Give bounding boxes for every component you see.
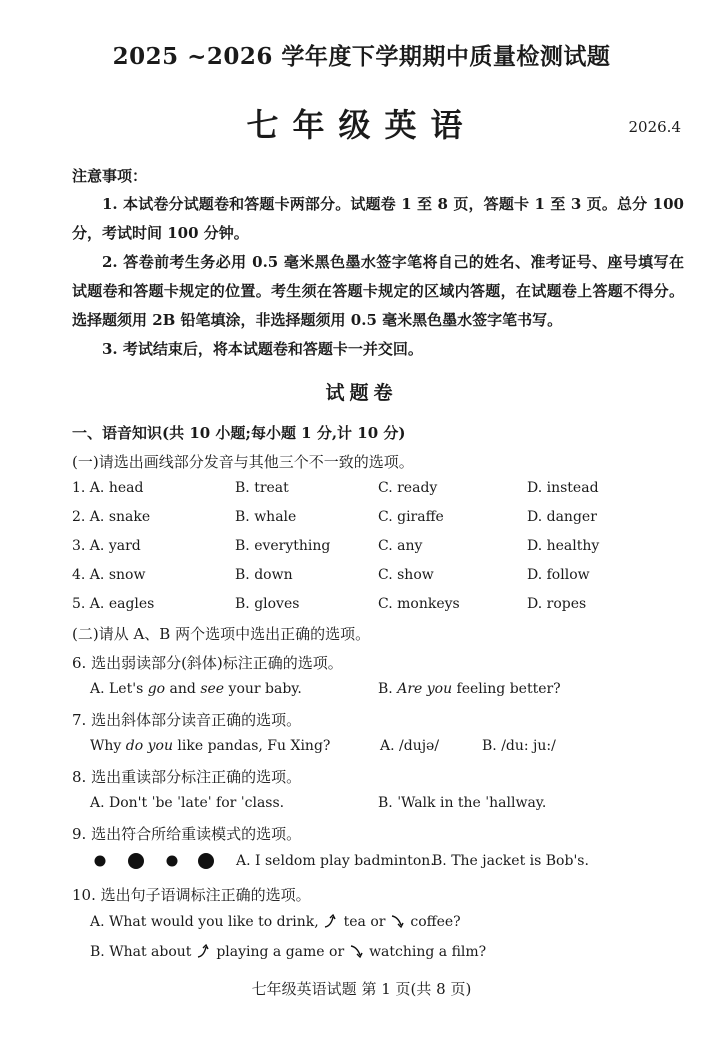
notice-heading: 注意事项： bbox=[72, 167, 148, 185]
option: C. any bbox=[378, 538, 423, 554]
exam-title: 2025 ~2026 学年度下学期期中质量检测试题 bbox=[112, 43, 611, 70]
q7-option-b: B. /du: ju:/ bbox=[482, 738, 556, 754]
option: C. monkeys bbox=[378, 596, 460, 612]
notice-item-2: 2. 答卷前考生务必用 0.5 毫米黑色墨水签字笔将自己的姓名、准考证号、座号填写在试题卷和答题卡规定的位置。考生须在答题卡规定的区域内答题，在试题卷上答题不得分。选择题须用 2B 铅笔填涂，非选择题须用 0.5 毫米黑色墨水签字笔书写。 bbox=[72, 253, 684, 329]
stress-dot-small bbox=[167, 856, 178, 867]
option: B. down bbox=[235, 567, 293, 583]
option: B. treat bbox=[235, 480, 289, 496]
q9-option-a: A. I seldom play badminton. bbox=[236, 853, 435, 869]
question-row-2 bbox=[72, 509, 692, 531]
part1-sub2: (二)请从 A、B 两个选项中选出正确的选项。 bbox=[72, 625, 371, 643]
exam-date: 2026.4 bbox=[628, 118, 681, 136]
q6-option-a: A. Let's go and see your baby. bbox=[90, 681, 302, 697]
stress-pattern-dots bbox=[92, 852, 222, 870]
option: D. follow bbox=[527, 567, 590, 583]
option: C. show bbox=[378, 567, 434, 583]
option: D. instead bbox=[527, 480, 599, 496]
q10-stem: 10. 选出句子语调标注正确的选项。 bbox=[72, 886, 311, 904]
option: C. giraffe bbox=[378, 509, 444, 525]
q7-option-a: A. /dujə/ bbox=[380, 738, 440, 754]
question-row-5 bbox=[72, 596, 692, 618]
notice-item-1: 1. 本试卷分试题卷和答题卡两部分。试题卷 1 至 8 页，答题卡 1 至 3 页。总分 100 分，考试时间 100 分钟。 bbox=[72, 195, 684, 242]
rising-intonation-icon bbox=[323, 913, 339, 929]
stress-dot-large bbox=[128, 853, 144, 869]
falling-intonation-icon bbox=[349, 943, 365, 959]
stress-dot-large bbox=[198, 853, 214, 869]
option: B. everything bbox=[235, 538, 331, 554]
q8-stem: 8. 选出重读部分标注正确的选项。 bbox=[72, 768, 302, 786]
option: 2. A. snake bbox=[72, 509, 151, 525]
option: B. whale bbox=[235, 509, 297, 525]
option: D. healthy bbox=[527, 538, 600, 554]
q9-option-b: B. The jacket is Bob's. bbox=[432, 853, 589, 869]
q10-option-a: A. What would you like to drink, tea or coffee? bbox=[90, 914, 461, 930]
page-footer: 七年级英语试题 第 1 页(共 8 页) bbox=[251, 980, 472, 998]
option: D. ropes bbox=[527, 596, 587, 612]
q6-stem: 6. 选出弱读部分(斜体)标注正确的选项。 bbox=[72, 654, 343, 672]
option: B. gloves bbox=[235, 596, 300, 612]
part1-sub1: (一)请选出画线部分发音与其他三个不一致的选项。 bbox=[72, 453, 414, 471]
notice-item-3: 3. 考试结束后，将本试题卷和答题卡一并交回。 bbox=[102, 340, 423, 358]
option: 5. A. eagles bbox=[72, 596, 155, 612]
q7-stem: 7. 选出斜体部分读音正确的选项。 bbox=[72, 711, 302, 729]
option: 3. A. yard bbox=[72, 538, 141, 554]
option: C. ready bbox=[378, 480, 438, 496]
subject-title: 七年级英语 bbox=[246, 106, 477, 144]
option: 4. A. snow bbox=[72, 567, 146, 583]
question-row-1 bbox=[72, 480, 692, 502]
option: D. danger bbox=[527, 509, 597, 525]
q7-sentence: Why do you like pandas, Fu Xing? bbox=[90, 738, 331, 754]
rising-intonation-icon bbox=[196, 943, 212, 959]
q6-option-b: B. Are you feeling better? bbox=[378, 681, 561, 697]
section-title: 试题卷 bbox=[325, 382, 398, 404]
stress-dot-small bbox=[95, 856, 106, 867]
question-row-4 bbox=[72, 567, 692, 589]
q9-stem: 9. 选出符合所给重读模式的选项。 bbox=[72, 825, 302, 843]
part1-heading: 一、语音知识(共 10 小题;每小题 1 分,计 10 分) bbox=[72, 424, 406, 442]
q8-option-a: A. Don't ˈbe ˈlateˈ for ˈclass. bbox=[90, 795, 285, 811]
falling-intonation-icon bbox=[390, 913, 406, 929]
q10-option-b: B. What about playing a game or watching a film? bbox=[90, 944, 487, 960]
question-row-3 bbox=[72, 538, 692, 560]
option: 1. A. head bbox=[72, 480, 144, 496]
q8-option-b: B. ˈWalk in the ˈhallway. bbox=[378, 795, 547, 811]
